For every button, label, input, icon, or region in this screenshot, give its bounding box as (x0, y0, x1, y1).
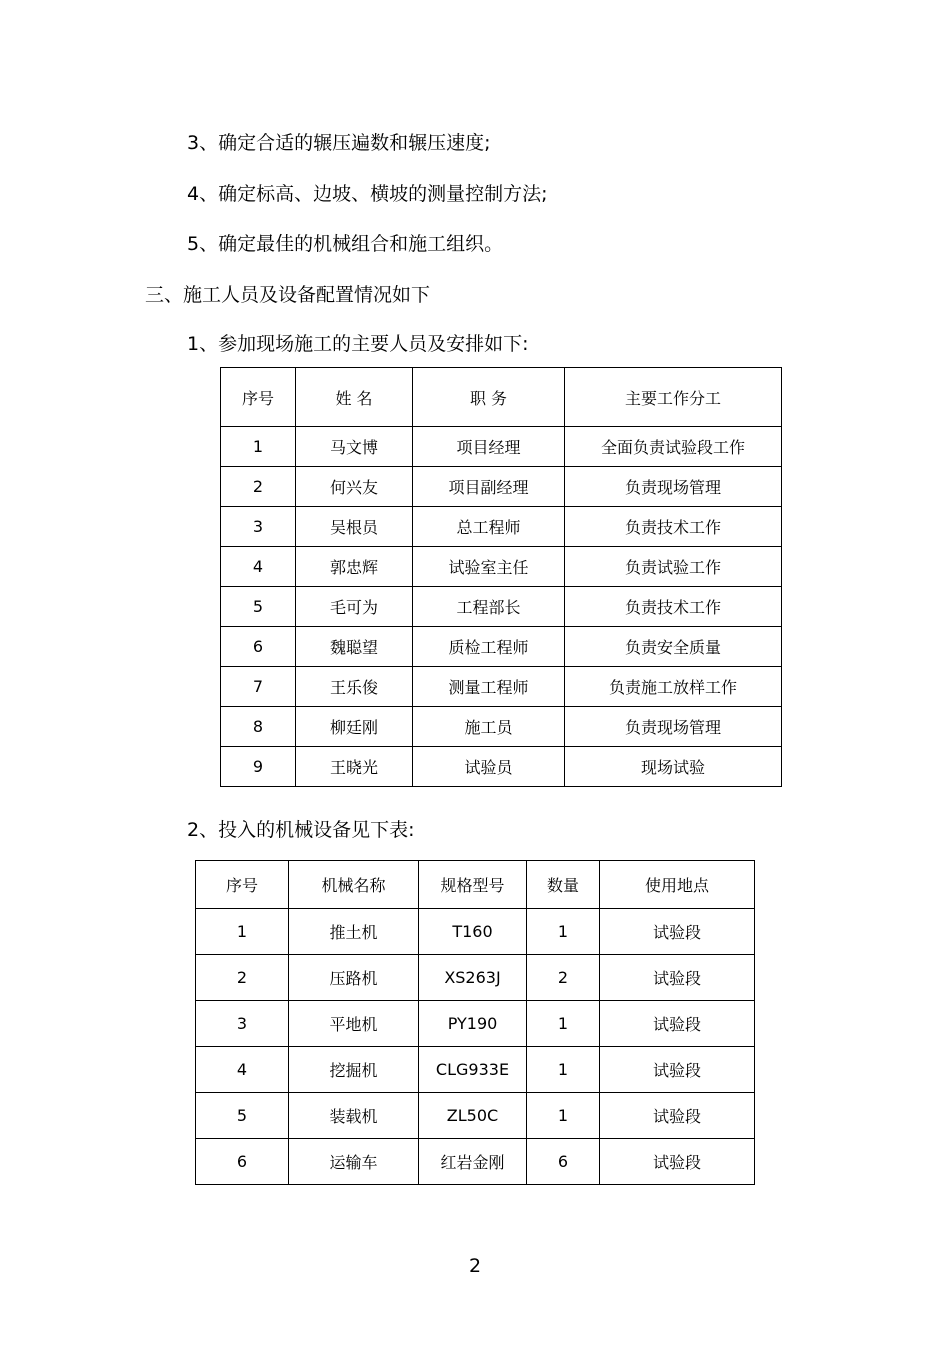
table-cell: 平地机 (289, 1001, 419, 1047)
personnel-table (220, 367, 782, 787)
table-row (196, 909, 755, 955)
table-row (221, 707, 782, 747)
table-row (196, 1139, 755, 1185)
table-cell: 负责技术工作 (565, 587, 782, 627)
table-cell: 推土机 (289, 909, 419, 955)
table-row (196, 955, 755, 1001)
table-cell: 柳廷刚 (296, 707, 413, 747)
table-row (196, 1047, 755, 1093)
table-cell: 负责试验工作 (565, 547, 782, 587)
table-row (221, 467, 782, 507)
table-cell: 试验段 (600, 955, 755, 1001)
table-cell: 9 (221, 747, 296, 787)
personnel-caption: 1、参加现场施工的主要人员及安排如下: (187, 333, 529, 355)
table-cell: 负责现场管理 (565, 707, 782, 747)
table-cell: T160 (419, 909, 527, 955)
table-cell: 工程部长 (413, 587, 565, 627)
table-cell: 8 (221, 707, 296, 747)
header-cell: 机械名称 (289, 861, 419, 909)
table-cell: 7 (221, 667, 296, 707)
table-cell: 试验段 (600, 1001, 755, 1047)
section-heading: 三、施工人员及设备配置情况如下 (145, 284, 431, 306)
table-cell: 负责现场管理 (565, 467, 782, 507)
table-cell: 总工程师 (413, 507, 565, 547)
table-row (221, 427, 782, 467)
table-cell: 魏聪望 (296, 627, 413, 667)
table-cell: 3 (196, 1001, 289, 1047)
table-cell: 5 (221, 587, 296, 627)
table-row (221, 747, 782, 787)
table-cell: 装载机 (289, 1093, 419, 1139)
table-cell: 1 (221, 427, 296, 467)
table-cell: 试验段 (600, 1093, 755, 1139)
table-cell: 红岩金刚 (419, 1139, 527, 1185)
step-4: 4、确定标高、边坡、横坡的测量控制方法; (187, 183, 548, 205)
table-cell: PY190 (419, 1001, 527, 1047)
table-cell: 6 (221, 627, 296, 667)
table-cell: 试验员 (413, 747, 565, 787)
table-cell: 测量工程师 (413, 667, 565, 707)
table-cell: 挖掘机 (289, 1047, 419, 1093)
table-cell: ZL50C (419, 1093, 527, 1139)
table-cell: 王晓光 (296, 747, 413, 787)
header-cell: 数量 (527, 861, 600, 909)
table-cell: XS263J (419, 955, 527, 1001)
table-cell: 2 (527, 955, 600, 1001)
table-header-row (221, 368, 782, 427)
table-cell: 毛可为 (296, 587, 413, 627)
table-cell: 全面负责试验段工作 (565, 427, 782, 467)
table-cell: 试验段 (600, 1047, 755, 1093)
table-cell: 2 (196, 955, 289, 1001)
table-row (221, 547, 782, 587)
table-cell: 质检工程师 (413, 627, 565, 667)
table-cell: 现场试验 (565, 747, 782, 787)
table-cell: 3 (221, 507, 296, 547)
table-cell: 1 (527, 1001, 600, 1047)
table-cell: 负责技术工作 (565, 507, 782, 547)
table-cell: 施工员 (413, 707, 565, 747)
header-cell: 序号 (196, 861, 289, 909)
table-cell: 试验段 (600, 1139, 755, 1185)
table-cell: 4 (221, 547, 296, 587)
table-cell: 运输车 (289, 1139, 419, 1185)
table-cell: 负责安全质量 (565, 627, 782, 667)
header-cell: 主要工作分工 (565, 368, 782, 427)
step-3: 3、确定合适的辗压遍数和辗压速度; (187, 132, 491, 154)
table-cell: 2 (221, 467, 296, 507)
table-cell: 郭忠辉 (296, 547, 413, 587)
table-cell: 1 (527, 909, 600, 955)
table-row (221, 667, 782, 707)
table-cell: 马文博 (296, 427, 413, 467)
equipment-table (195, 860, 755, 1185)
table-cell: 5 (196, 1093, 289, 1139)
table-cell: CLG933E (419, 1047, 527, 1093)
table-cell: 压路机 (289, 955, 419, 1001)
table-cell: 王乐俊 (296, 667, 413, 707)
header-cell: 规格型号 (419, 861, 527, 909)
header-cell: 使用地点 (600, 861, 755, 909)
table-cell: 4 (196, 1047, 289, 1093)
table-cell: 吴根员 (296, 507, 413, 547)
table-row (221, 507, 782, 547)
table-cell: 6 (527, 1139, 600, 1185)
step-5: 5、确定最佳的机械组合和施工组织。 (187, 233, 504, 255)
table-cell: 6 (196, 1139, 289, 1185)
table-cell: 项目经理 (413, 427, 565, 467)
table-row (221, 627, 782, 667)
table-cell: 1 (527, 1093, 600, 1139)
header-cell: 序号 (221, 368, 296, 427)
table-cell: 负责施工放样工作 (565, 667, 782, 707)
table-cell: 1 (196, 909, 289, 955)
table-row (196, 1001, 755, 1047)
header-cell: 姓 名 (296, 368, 413, 427)
header-cell: 职 务 (413, 368, 565, 427)
table-cell: 试验室主任 (413, 547, 565, 587)
table-row (221, 587, 782, 627)
table-cell: 何兴友 (296, 467, 413, 507)
table-header-row (196, 861, 755, 909)
table-cell: 试验段 (600, 909, 755, 955)
page-number: 2 (468, 1255, 482, 1277)
table-cell: 项目副经理 (413, 467, 565, 507)
table-cell: 1 (527, 1047, 600, 1093)
table-row (196, 1093, 755, 1139)
equipment-caption: 2、投入的机械设备见下表: (187, 819, 415, 841)
